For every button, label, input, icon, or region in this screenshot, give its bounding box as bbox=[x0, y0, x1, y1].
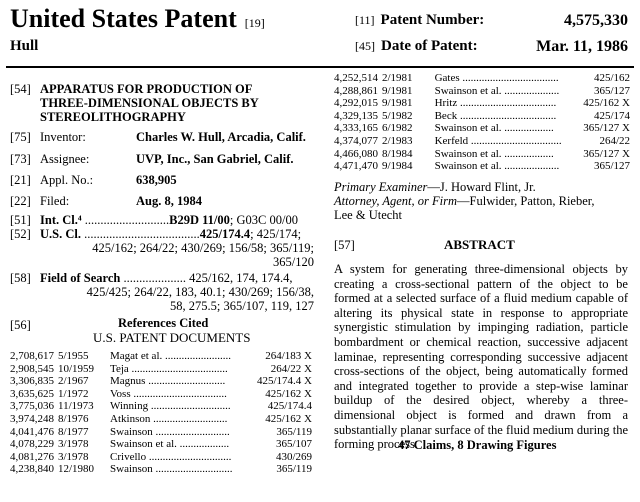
reference-number: 4,078,229 bbox=[10, 438, 54, 451]
assignee-label: Assignee: bbox=[40, 152, 90, 166]
reference-class: 365/119 bbox=[276, 463, 312, 476]
filed-code: [22] bbox=[10, 194, 31, 208]
search-line-2: 425/425; 264/22, 183, 40.1; 430/269; 156/38, bbox=[86, 285, 314, 299]
reference-class: 264/183 X bbox=[265, 350, 312, 362]
date-code: [45] bbox=[355, 39, 375, 53]
reference-date: 2/1967 bbox=[58, 375, 89, 388]
refs-left-list bbox=[10, 350, 312, 476]
intcl-field bbox=[10, 213, 298, 227]
title-block-code: [54] bbox=[10, 82, 31, 96]
refs-left-table bbox=[10, 350, 312, 476]
reference-number: 4,471,470 bbox=[334, 160, 378, 173]
patent-title bbox=[10, 4, 265, 34]
reference-date: 1/1972 bbox=[58, 387, 89, 400]
reference-row bbox=[334, 122, 630, 135]
reference-class: 425/174.4 X bbox=[257, 375, 312, 388]
date-label bbox=[355, 38, 478, 55]
reference-number: 4,041,476 bbox=[10, 425, 54, 438]
reference-name: Swainson ........................... bbox=[110, 425, 230, 438]
search-label: Field of Search bbox=[40, 271, 121, 285]
reference-row bbox=[334, 85, 630, 98]
reference-row bbox=[10, 438, 312, 451]
reference-number: 4,238,840 bbox=[10, 463, 54, 476]
reference-class: 365/127 bbox=[593, 84, 630, 97]
reference-date: 3/1978 bbox=[58, 438, 89, 451]
reference-date: 8/1977 bbox=[58, 425, 89, 438]
uscl-line1-rest: ; 425/174; bbox=[250, 227, 302, 241]
reference-row bbox=[10, 375, 312, 388]
filed-label: Filed: bbox=[40, 194, 70, 208]
reference-row bbox=[334, 97, 630, 110]
reference-name: Swainson et al. .................. bbox=[110, 438, 230, 451]
refs-right-table bbox=[334, 72, 630, 173]
reference-date: 12/1980 bbox=[58, 463, 95, 476]
intcl-secondary: ; G03C 00/00 bbox=[229, 213, 298, 227]
inventor-short-name: Hull bbox=[10, 38, 39, 54]
reference-row bbox=[10, 426, 312, 439]
reference-name: Swainson et al. .................... bbox=[434, 160, 560, 173]
assignee-field bbox=[10, 152, 294, 166]
abstract-text: A system for generating three-dimensional objects by creating a cross-sectional pattern of the object to be formed at a selected surface of a fluid medium capable of altering its physical state in response to appropriate synergistic stimulation by impinging radiation, particle bombardment or chemical reaction, successive adjacent laminae, representing corresponding successive adjacent cross-sections of the object, being automatically formed and integrated together to provide a step-wise laminar buildup of the desired object, whereby a three-dimensional object is formed and drawn from a substantially planar surface of the fluid medium during the forming process. bbox=[334, 262, 628, 452]
reference-date: 5/1982 bbox=[382, 109, 413, 122]
reference-name: Swainson ............................ bbox=[110, 463, 233, 476]
reference-name: Swainson et al. .................. bbox=[434, 147, 554, 160]
reference-date: 8/1976 bbox=[58, 412, 89, 425]
reference-name: Magnus ............................ bbox=[110, 375, 226, 388]
reference-date: 5/1955 bbox=[58, 350, 89, 362]
reference-date: 6/1982 bbox=[382, 122, 413, 135]
intcl-primary: B29D 11/00 bbox=[169, 213, 230, 227]
abstract-code: [57] bbox=[334, 238, 355, 252]
reference-class: 365/127 bbox=[593, 160, 630, 173]
reference-row bbox=[10, 413, 312, 426]
uscl-field bbox=[10, 227, 301, 241]
reference-date: 2/1983 bbox=[382, 134, 413, 147]
reference-name: Winning ............................. bbox=[110, 400, 231, 413]
title-code: [19] bbox=[244, 16, 265, 30]
filed-field bbox=[10, 194, 202, 208]
assignee-code: [73] bbox=[10, 152, 31, 166]
reference-name: Atkinson ........................... bbox=[110, 412, 228, 425]
uscl-code: [52] bbox=[10, 227, 31, 241]
reference-class: 425/174.4 bbox=[267, 400, 312, 413]
reference-date: 11/1973 bbox=[58, 400, 94, 413]
inventor-code: [75] bbox=[10, 130, 31, 144]
reference-number: 3,306,835 bbox=[10, 375, 54, 388]
reference-date: 9/1984 bbox=[382, 160, 413, 173]
patent-date: Mar. 11, 1986 bbox=[536, 38, 628, 55]
reference-number: 2,908,545 bbox=[10, 362, 54, 375]
refs-code: [56] bbox=[10, 318, 31, 332]
intcl-dots: ........................... bbox=[81, 213, 170, 227]
date-label-text: Date of Patent: bbox=[381, 38, 478, 54]
filed-value: Aug. 8, 1984 bbox=[136, 194, 202, 208]
intcl-label: Int. Cl.⁴ bbox=[40, 213, 82, 227]
reference-row bbox=[334, 148, 630, 161]
appl-code: [21] bbox=[10, 173, 31, 187]
inventor-label: Inventor: bbox=[40, 130, 86, 144]
reference-date: 10/1959 bbox=[58, 362, 95, 375]
title-text: United States Patent bbox=[10, 4, 237, 33]
primary-examiner bbox=[334, 180, 536, 194]
reference-class: 264/22 X bbox=[270, 362, 312, 375]
reference-number: 4,252,514 bbox=[334, 72, 378, 84]
uscl-primary: 425/174.4 bbox=[199, 227, 251, 241]
reference-number: 2,708,617 bbox=[10, 350, 54, 362]
title-line-2: THREE-DIMENSIONAL OBJECTS BY bbox=[40, 96, 259, 110]
assignee-value: UVP, Inc., San Gabriel, Calif. bbox=[136, 152, 294, 166]
reference-class: 430/269 bbox=[275, 450, 312, 463]
reference-row bbox=[334, 135, 630, 148]
attorney-line-2: Lee & Utecht bbox=[334, 208, 403, 222]
search-line-1: .................... 425/162, 174, 174.4, bbox=[120, 271, 293, 285]
uscl-dots: ..................................... bbox=[80, 227, 200, 241]
refs-right-list bbox=[334, 72, 630, 173]
reference-row bbox=[10, 350, 312, 363]
primary-examiner-label: Primary Examiner bbox=[334, 180, 428, 194]
reference-name: Magat et al. ........................ bbox=[110, 350, 231, 362]
reference-number: 4,374,077 bbox=[334, 134, 378, 147]
reference-name: Beck ................................... bbox=[434, 109, 557, 122]
title-block bbox=[10, 82, 252, 96]
reference-class: 264/22 bbox=[599, 134, 630, 147]
refs-subheading: U.S. PATENT DOCUMENTS bbox=[93, 330, 251, 345]
reference-row bbox=[334, 72, 630, 85]
reference-name: Hritz ................................... bbox=[434, 97, 557, 110]
reference-row bbox=[10, 388, 312, 401]
primary-examiner-value: —J. Howard Flint, Jr. bbox=[427, 180, 536, 194]
reference-class: 425/174 bbox=[593, 109, 630, 122]
appl-label: Appl. No.: bbox=[40, 173, 94, 187]
appl-field bbox=[10, 173, 177, 187]
reference-class: 425/162 X bbox=[583, 97, 630, 110]
reference-row bbox=[10, 363, 312, 376]
reference-class: 425/162 X bbox=[265, 387, 312, 400]
reference-row bbox=[10, 400, 312, 413]
patent-number-code: [11] bbox=[355, 13, 375, 27]
reference-class: 425/162 X bbox=[265, 412, 312, 425]
reference-class: 425/162 bbox=[593, 72, 630, 84]
patent-number-label bbox=[355, 12, 484, 29]
search-code: [58] bbox=[10, 271, 31, 285]
reference-number: 4,081,276 bbox=[10, 450, 54, 463]
reference-name: Voss .................................. bbox=[110, 387, 227, 400]
reference-name: Kerfeld ................................. bbox=[434, 134, 562, 147]
reference-name: Gates ................................... bbox=[434, 72, 559, 84]
search-field bbox=[10, 271, 293, 285]
uscl-line-3: 365/120 bbox=[273, 255, 314, 269]
reference-class: 365/127 X bbox=[583, 147, 630, 160]
reference-number: 3,775,036 bbox=[10, 400, 54, 413]
reference-class: 365/127 X bbox=[583, 122, 630, 135]
uscl-label: U.S. Cl. bbox=[40, 227, 81, 241]
attorney-label: Attorney, Agent, or Firm bbox=[334, 194, 458, 208]
title-line-3: STEREOLITHOGRAPHY bbox=[40, 110, 186, 124]
reference-number: 4,333,165 bbox=[334, 122, 378, 135]
claims-summary: 47 Claims, 8 Drawing Figures bbox=[398, 438, 557, 452]
refs-heading: References Cited bbox=[118, 316, 209, 330]
attorney bbox=[334, 194, 595, 208]
reference-class: 365/107 bbox=[275, 438, 312, 451]
patent-number: 4,575,330 bbox=[564, 12, 628, 29]
reference-row bbox=[10, 451, 312, 464]
reference-row bbox=[10, 463, 312, 476]
reference-date: 9/1981 bbox=[382, 84, 413, 97]
reference-date: 9/1981 bbox=[382, 97, 413, 110]
inventor-field bbox=[10, 130, 306, 144]
reference-date: 3/1978 bbox=[58, 450, 89, 463]
reference-number: 3,635,625 bbox=[10, 387, 54, 400]
reference-number: 4,329,135 bbox=[334, 109, 378, 122]
reference-name: Crivello .............................. bbox=[110, 450, 232, 463]
attorney-value: —Fulwider, Patton, Rieber, bbox=[457, 194, 595, 208]
reference-name: Teja ................................... bbox=[110, 362, 228, 375]
reference-number: 4,466,080 bbox=[334, 147, 378, 160]
header-rule bbox=[6, 66, 634, 68]
reference-name: Swainson et al. .................. bbox=[434, 122, 554, 135]
intcl-code: [51] bbox=[10, 213, 31, 227]
reference-date: 2/1981 bbox=[382, 72, 413, 84]
inventor-value: Charles W. Hull, Arcadia, Calif. bbox=[136, 130, 306, 144]
appl-value: 638,905 bbox=[136, 173, 177, 187]
abstract-heading: ABSTRACT bbox=[444, 237, 515, 252]
patent-number-label-text: Patent Number: bbox=[380, 12, 485, 28]
reference-date: 8/1984 bbox=[382, 147, 413, 160]
reference-row bbox=[334, 110, 630, 123]
reference-number: 4,292,015 bbox=[334, 97, 378, 110]
search-line-3: 58, 275.5; 365/107, 119, 127 bbox=[170, 299, 314, 313]
reference-number: 4,288,861 bbox=[334, 84, 378, 97]
title-line-1: APPARATUS FOR PRODUCTION OF bbox=[40, 82, 253, 96]
reference-name: Swainson et al. .................... bbox=[434, 84, 560, 97]
reference-number: 3,974,248 bbox=[10, 412, 54, 425]
uscl-line-2: 425/162; 264/22; 430/269; 156/58; 365/119; bbox=[92, 241, 314, 255]
reference-row bbox=[334, 160, 630, 173]
reference-class: 365/119 bbox=[276, 425, 312, 438]
